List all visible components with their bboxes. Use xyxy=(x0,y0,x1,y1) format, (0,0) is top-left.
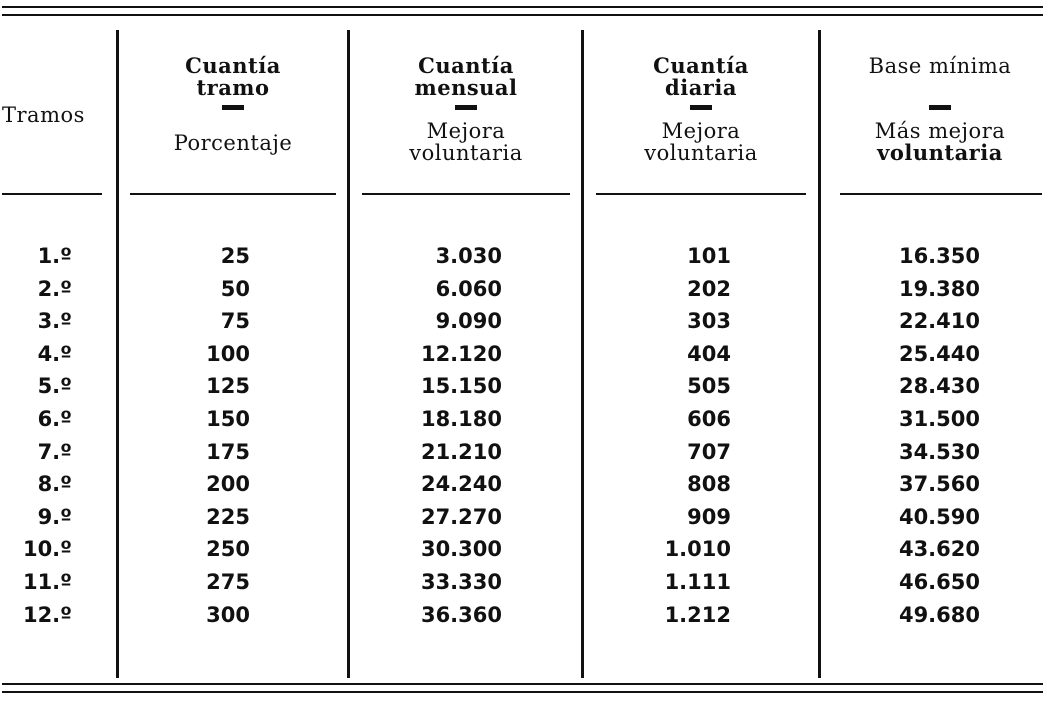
cell-mensual: 6.060 xyxy=(435,276,502,301)
header-dash xyxy=(929,105,951,110)
header-cuantia-mensual xyxy=(362,55,570,164)
cell-tramo: 9.º xyxy=(37,504,72,529)
table-row xyxy=(0,537,1045,570)
cell-tramo: 6.º xyxy=(37,406,72,431)
cell-base: 49.680 xyxy=(898,602,980,627)
cell-base: 19.380 xyxy=(898,276,980,301)
cell-tramo: 12.º xyxy=(22,602,72,627)
table-row xyxy=(0,374,1045,407)
cell-base: 16.350 xyxy=(898,244,980,268)
cell-diaria: 1.111 xyxy=(664,569,731,594)
header-underline xyxy=(130,193,336,195)
cell-mensual: 9.090 xyxy=(435,309,502,334)
table-row xyxy=(0,407,1045,440)
header-line: Cuantía xyxy=(185,53,281,78)
header-cuantia-diaria xyxy=(596,55,806,164)
cell-diaria: 101 xyxy=(687,244,731,268)
header-underline xyxy=(362,193,570,195)
cell-diaria: 707 xyxy=(687,439,731,464)
cell-mensual: 27.270 xyxy=(420,504,502,529)
cell-tramo: 4.º xyxy=(37,341,72,366)
cell-diaria: 1.010 xyxy=(664,537,731,562)
cell-tramo: 7.º xyxy=(37,439,72,464)
cell-base: 34.530 xyxy=(898,439,980,464)
cell-base: 37.560 xyxy=(898,472,980,497)
cell-porcentaje: 150 xyxy=(206,406,250,431)
cell-mensual: 12.120 xyxy=(420,341,502,366)
cell-base: 46.650 xyxy=(898,569,980,594)
table-row xyxy=(0,603,1045,636)
table-row xyxy=(0,472,1045,505)
cell-base: 28.430 xyxy=(898,374,980,399)
header-line: Mejora xyxy=(661,119,741,143)
header-line: Cuantía xyxy=(418,53,514,78)
table-row xyxy=(0,342,1045,375)
cell-mensual: 21.210 xyxy=(420,439,502,464)
header-line: voluntaria xyxy=(644,141,758,165)
table-row xyxy=(0,570,1045,603)
cell-porcentaje: 200 xyxy=(206,472,250,497)
cell-diaria: 808 xyxy=(687,472,731,497)
header-underline xyxy=(596,193,806,195)
table-row xyxy=(0,440,1045,473)
table-row xyxy=(0,505,1045,538)
table-row xyxy=(0,244,1045,277)
table-row xyxy=(0,277,1045,310)
header-base-minima xyxy=(836,55,1044,164)
cell-base: 43.620 xyxy=(898,537,980,562)
cell-base: 25.440 xyxy=(898,341,980,366)
cell-porcentaje: 75 xyxy=(220,309,250,334)
cell-porcentaje: 100 xyxy=(206,341,250,366)
header-line: voluntaria xyxy=(409,141,523,165)
bottom-rule-outer xyxy=(2,691,1043,693)
cell-mensual: 33.330 xyxy=(420,569,502,594)
top-rule-outer xyxy=(2,6,1043,8)
header-line: diaria xyxy=(665,75,737,100)
cell-mensual: 3.030 xyxy=(435,244,502,268)
cell-diaria: 909 xyxy=(687,504,731,529)
cell-diaria: 1.212 xyxy=(664,602,731,627)
header-dash xyxy=(455,105,477,110)
header-underline xyxy=(2,193,102,195)
cell-mensual: 15.150 xyxy=(420,374,502,399)
cell-tramo: 10.º xyxy=(22,537,72,562)
cell-base: 40.590 xyxy=(898,504,980,529)
bottom-rule-inner xyxy=(2,683,1043,685)
header-tramos: Tramos xyxy=(2,103,85,127)
cell-porcentaje: 225 xyxy=(206,504,250,529)
header-line: mensual xyxy=(414,75,518,100)
cell-diaria: 303 xyxy=(687,309,731,334)
header-cuantia-tramo xyxy=(130,55,336,154)
cell-tramo: 2.º xyxy=(37,276,72,301)
header-dash xyxy=(690,105,712,110)
cell-tramo: 3.º xyxy=(37,309,72,334)
cell-diaria: 505 xyxy=(687,374,731,399)
cell-mensual: 24.240 xyxy=(420,472,502,497)
cell-base: 22.410 xyxy=(898,309,980,334)
cell-diaria: 404 xyxy=(687,341,731,366)
cell-porcentaje: 250 xyxy=(206,537,250,562)
cell-porcentaje: 175 xyxy=(206,439,250,464)
cell-porcentaje: 50 xyxy=(220,276,250,301)
cell-tramo: 1.º xyxy=(37,244,72,268)
header-line: Porcentaje xyxy=(173,131,293,155)
cell-tramo: 8.º xyxy=(37,472,72,497)
header-line: voluntaria xyxy=(877,140,1003,165)
cell-mensual: 36.360 xyxy=(420,602,502,627)
cell-tramo: 11.º xyxy=(22,569,72,594)
table-body xyxy=(0,244,1045,635)
table-row xyxy=(0,309,1045,342)
cell-porcentaje: 125 xyxy=(206,374,250,399)
cell-base: 31.500 xyxy=(898,406,980,431)
cell-diaria: 606 xyxy=(687,406,731,431)
header-underline xyxy=(840,193,1042,195)
header-line: Cuantía xyxy=(653,53,749,78)
cell-mensual: 18.180 xyxy=(420,406,502,431)
top-rule-inner xyxy=(2,14,1043,16)
cell-porcentaje: 25 xyxy=(220,244,250,268)
cell-porcentaje: 300 xyxy=(206,602,250,627)
cell-porcentaje: 275 xyxy=(206,569,250,594)
cell-diaria: 202 xyxy=(687,276,731,301)
header-line: Base mínima xyxy=(868,54,1012,78)
header-line: Más mejora xyxy=(874,119,1006,143)
header-dash xyxy=(222,105,244,110)
cell-tramo: 5.º xyxy=(37,374,72,399)
header-line: tramo xyxy=(196,75,270,100)
header-line: Mejora xyxy=(426,119,506,143)
cell-mensual: 30.300 xyxy=(420,537,502,562)
